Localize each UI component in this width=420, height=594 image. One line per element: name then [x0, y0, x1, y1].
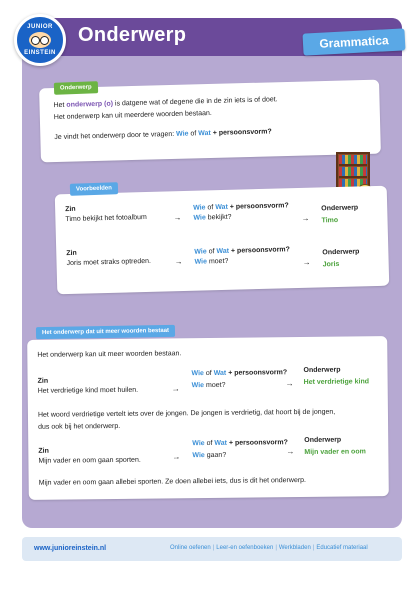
question-line-3b: Wie moet?: [191, 381, 226, 390]
explanation-1a: Het woord verdrietige vertelt iets over de jongen. De jongen is verdrietig, dat hoort bij de jongen,: [37, 408, 336, 419]
question-line-2b: Wie moet?: [194, 257, 229, 266]
junior-einstein-logo[interactable]: [14, 14, 66, 66]
subject-badge: Grammatica: [302, 28, 405, 55]
footer-link-boeken[interactable]: Leer-en oefenboeken: [216, 545, 274, 551]
tag-multi-word: Het onderwerp dat uit meer woorden bestaat: [36, 325, 175, 339]
question-line-3a: Wie of Wat + persoonsvorm?: [191, 369, 288, 378]
intro-text: Het onderwerp kan uit meer woorden bestaan.: [37, 350, 182, 359]
example-sentence-2: Joris moet straks optreden.: [66, 257, 152, 268]
logo-text-bottom: EINSTEIN: [24, 50, 56, 56]
arrow-icon: →: [174, 257, 183, 267]
question-line-1b: Wie bekijkt?: [193, 213, 232, 222]
example-sentence-3: Het verdrietige kind moet huilen.: [37, 386, 139, 395]
footer-link-werkbladen[interactable]: Werkbladen: [278, 545, 311, 551]
onderwerp-label: Onderwerp: [321, 204, 359, 213]
answer-2: Joris: [322, 260, 340, 269]
explanation-2: Mijn vader en oom gaan allebei sporten. Ze doen allebei iets, dus is dit het onderwerp.: [38, 476, 307, 487]
onderwerp-highlight: onderwerp (o): [66, 100, 114, 109]
tag-voorbeelden: Voorbeelden: [70, 182, 118, 196]
zin-label: Zin: [66, 249, 77, 258]
logo-text-top: JUNIOR: [27, 24, 53, 30]
arrow-icon: →: [285, 379, 294, 389]
question-line-4a: Wie of Wat + persoonsvorm?: [192, 439, 288, 448]
arrow-icon: →: [301, 213, 310, 223]
question-line-2a: Wie of Wat + persoonsvorm?: [194, 246, 290, 256]
footer-link-online[interactable]: Online oefenen: [170, 545, 211, 551]
answer-1: Timo: [321, 216, 339, 225]
zin-label: Zin: [38, 447, 49, 455]
arrow-icon: →: [171, 384, 180, 394]
explanation-1b: dus ook bij het onderwerp.: [38, 422, 121, 431]
multi-word-subject-card: [27, 336, 389, 500]
onderwerp-label: Onderwerp: [322, 248, 360, 257]
zin-label: Zin: [37, 377, 49, 385]
onderwerp-label: Onderwerp: [303, 366, 341, 374]
footer-link-materiaal[interactable]: Educatief materiaal: [316, 545, 368, 551]
arrow-icon: →: [302, 257, 311, 267]
arrow-icon: →: [173, 213, 182, 223]
tag-onderwerp: Onderwerp: [54, 81, 98, 95]
einstein-face-icon: [29, 32, 51, 48]
definition-line-2: Het onderwerp kan uit meerdere woorden bestaan.: [53, 109, 212, 122]
footer-website-link[interactable]: www.junioreinstein.nl: [34, 545, 107, 552]
definition-line-3: Je vindt het onderwerp door te vragen: Wie of Wat + persoonsvorm?: [54, 128, 272, 142]
question-line-1a: Wie of Wat + persoonsvorm?: [193, 202, 289, 212]
question-line-4b: Wie gaan?: [192, 451, 227, 460]
onderwerp-label: Onderwerp: [304, 436, 342, 444]
footer-links: Online oefenen | Leer-en oefenboeken | Werkbladen | Educatief materiaal: [170, 545, 368, 551]
arrow-icon: →: [172, 452, 181, 462]
example-sentence-1: Timo bekijkt het fotoalbum: [65, 213, 147, 224]
examples-card: [55, 186, 390, 295]
definition-line-1: Het onderwerp (o) is datgene wat of degene die in de zin iets is of doet.: [53, 96, 278, 110]
zin-label: Zin: [65, 205, 76, 214]
example-sentence-4: Mijn vader en oom gaan sporten.: [38, 456, 141, 465]
arrow-icon: →: [286, 447, 295, 457]
answer-4: Mijn vader en oom: [304, 448, 366, 456]
answer-3: Het verdrietige kind: [303, 378, 370, 386]
page-title: Onderwerp: [78, 24, 187, 46]
